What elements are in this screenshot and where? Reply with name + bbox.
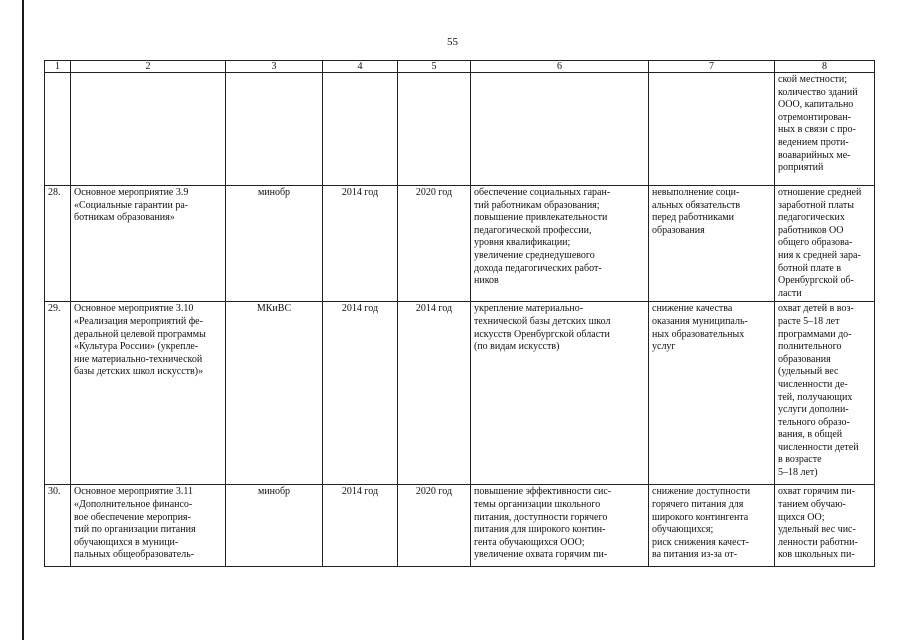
header-cell: 8 (775, 61, 875, 73)
measure-name-line: Основное мероприятие 3.10 (74, 303, 194, 315)
result-line: гента обучающихся ООО; (474, 536, 585, 548)
indicator-line: отремонтирован- (778, 111, 851, 123)
indicator-line: работников ОО (778, 224, 844, 236)
header-cell: 1 (45, 61, 71, 73)
end-year-cell: 2020 год (398, 186, 471, 302)
indicator-line: численности детей (778, 441, 859, 453)
risk-line: ных образовательных (652, 328, 745, 340)
table-row (45, 485, 875, 567)
indicator-line: вания, в общей (778, 429, 843, 441)
page-number: 55 (447, 36, 458, 48)
indicator-line: тей, получающих (778, 391, 853, 403)
risk-line: риск снижения качест- (652, 536, 749, 548)
result-line: уровня квалификации; (474, 237, 571, 249)
measure-name-line: «Социальные гарантии ра- (74, 199, 189, 211)
indicator-line: расте 5–18 лет (778, 315, 840, 327)
measure-name-line: вое обеспечение мероприя- (74, 511, 191, 523)
indicator-line: количество зданий (778, 86, 858, 98)
indicator-line: роприятий (778, 162, 824, 174)
result-line: искусств Оренбургской области (474, 328, 610, 340)
header-cell: 3 (226, 61, 323, 73)
indicator-line: Оренбургской об- (778, 275, 854, 287)
risk-line: услуг (652, 341, 676, 353)
indicator-line: танием обучаю- (778, 498, 846, 510)
indicator-line: ленности работни- (778, 536, 858, 548)
indicator-line: тельного образо- (778, 416, 850, 428)
indicator-line: в возрасте (778, 454, 822, 466)
measure-name-cell (71, 302, 226, 485)
header-cell: 7 (649, 61, 775, 73)
header-cell: 4 (323, 61, 398, 73)
risk-line: перед работниками (652, 212, 734, 224)
indicator-line: численности де- (778, 378, 848, 390)
indicator-cell (775, 485, 875, 567)
result-line: дохода педагогических работ- (474, 262, 602, 274)
risk-line: оказания муниципаль- (652, 315, 748, 327)
end-year-cell: 2014 год (398, 302, 471, 485)
indicator-line: ООО, капитально (778, 99, 854, 111)
result-line: увеличение среднедушевого (474, 249, 595, 261)
result-line: обеспечение социальных гаран- (474, 187, 611, 198)
result-line: педагогической профессии, (474, 224, 592, 236)
indicator-line: отношение средней (778, 187, 862, 198)
indicator-line: охват детей в воз- (778, 303, 854, 315)
result-line: питания для широкого контин- (474, 524, 606, 536)
result-line: темы организации школьного (474, 498, 601, 510)
indicator-line: (удельный вес (778, 366, 839, 378)
result-line: тий работникам образования; (474, 199, 600, 211)
row-number: 30. (45, 485, 71, 567)
risk-line: альных обязательств (652, 199, 741, 211)
executor-cell: минобр (226, 485, 323, 567)
indicator-cell (775, 186, 875, 302)
result-line: технической базы детских школ (474, 315, 611, 327)
measure-name-line: деральной целевой программы (74, 328, 206, 340)
risk-cell (649, 302, 775, 485)
result-line: увеличение охвата горячим пи- (474, 549, 608, 561)
indicator-cell (775, 302, 875, 485)
result-line: питания, доступности горячего (474, 511, 608, 523)
indicator-line: охват горячим пи- (778, 486, 856, 498)
indicator-line: ния к средней зара- (778, 249, 861, 261)
table-row (45, 186, 875, 302)
executor-cell: МКиВС (226, 302, 323, 485)
indicator-line: полнительного (778, 341, 842, 353)
indicator-line: ской местности; (778, 74, 848, 85)
result-line: укрепление материально- (474, 303, 584, 315)
start-year-cell: 2014 год (323, 302, 398, 485)
measure-name-line: базы детских школ искусств)» (74, 366, 204, 378)
continuation-row (45, 73, 875, 186)
result-line: повышение привлекательности (474, 212, 608, 224)
risk-line: горячего питания для (652, 498, 744, 510)
header-cell: 5 (398, 61, 471, 73)
indicator-line: воаварийных ме- (778, 149, 851, 161)
program-measures-table (44, 60, 875, 567)
indicator-line: программами до- (778, 328, 852, 340)
risk-line: широкого контингента (652, 511, 749, 523)
result-line: повышение эффективности сис- (474, 486, 612, 498)
expected-result-cell (471, 302, 649, 485)
indicator-line: 5–18 лет) (778, 467, 818, 479)
risk-line: образования (652, 224, 705, 236)
expected-result-cell (471, 485, 649, 567)
executor-cell: минобр (226, 186, 323, 302)
expected-result-cell (471, 186, 649, 302)
start-year-cell: 2014 год (323, 485, 398, 567)
indicator-line: удельный вес чис- (778, 524, 856, 536)
measure-name-line: обучающихся в муници- (74, 536, 179, 548)
indicator-line: образования (778, 353, 831, 365)
indicator-line: заработной платы (778, 199, 854, 211)
indicator-line: педагогических (778, 212, 845, 224)
risk-line: невыполнение соци- (652, 187, 740, 198)
measure-name-line: ние материально-технической (74, 353, 203, 365)
measure-name-line: «Реализация мероприятий фе- (74, 315, 203, 327)
measure-name-line: Основное мероприятие 3.11 (74, 486, 194, 498)
continuation-indicator-cell (775, 73, 875, 186)
indicator-line: ков школьных пи- (778, 549, 855, 561)
table-row (45, 302, 875, 485)
end-year-cell: 2020 год (398, 485, 471, 567)
indicator-line: ласти (778, 287, 802, 299)
risk-line: ва питания из-за от- (652, 549, 738, 561)
indicator-line: ных в связи с про- (778, 124, 856, 136)
risk-line: снижение доступности (652, 486, 751, 498)
indicator-line: ботной плате в (778, 262, 842, 274)
result-line: ников (474, 275, 499, 287)
header-cell: 6 (471, 61, 649, 73)
measure-name-cell (71, 186, 226, 302)
risk-line: обучающихся; (652, 524, 714, 536)
table-header-row (45, 61, 875, 73)
indicator-line: ведением проти- (778, 136, 849, 148)
page-binding-edge (22, 0, 24, 640)
row-number: 29. (45, 302, 71, 485)
risk-cell (649, 186, 775, 302)
row-number: 28. (45, 186, 71, 302)
measure-name-line: тий по организации питания (74, 524, 196, 536)
indicator-line: услуги дополни- (778, 404, 849, 416)
measure-name-line: «Дополнительное финансо- (74, 498, 193, 510)
measure-name-line: ботникам образования» (74, 212, 175, 224)
measure-name-line: пальных общеобразователь- (74, 549, 195, 561)
measure-name-cell (71, 485, 226, 567)
result-line: (по видам искусств) (474, 341, 560, 353)
risk-cell (649, 485, 775, 567)
indicator-line: щихся ОО; (778, 511, 825, 523)
indicator-line: общего образова- (778, 237, 853, 249)
risk-line: снижение качества (652, 303, 733, 315)
measure-name-line: Основное мероприятие 3.9 (74, 187, 189, 198)
measure-name-line: «Культура России» (укрепле- (74, 341, 199, 353)
header-cell: 2 (71, 61, 226, 73)
start-year-cell: 2014 год (323, 186, 398, 302)
